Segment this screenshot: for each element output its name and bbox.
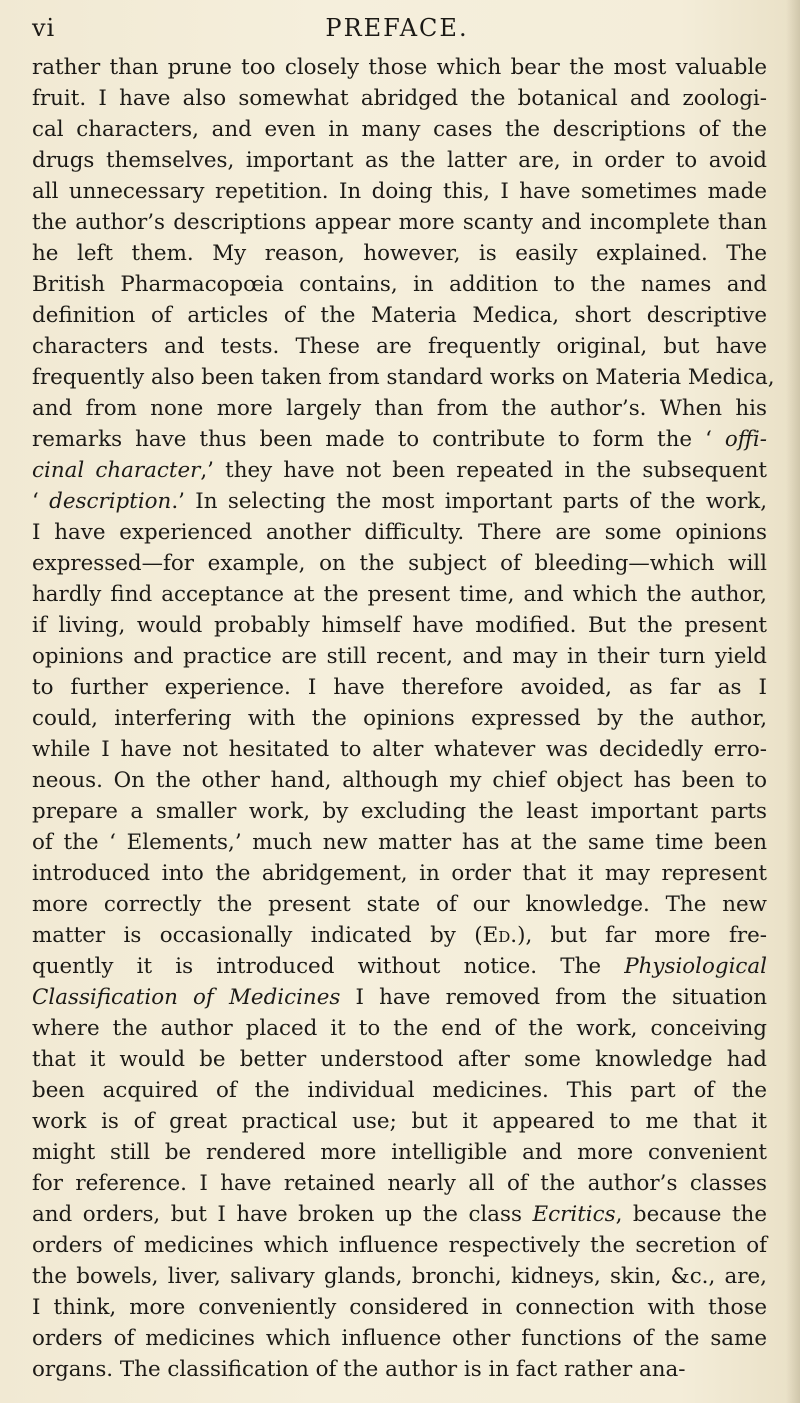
text-run: the author’s descriptions appear more scanty and incomplete than [32, 210, 767, 235]
text-line [32, 1323, 767, 1354]
text-line [32, 393, 767, 424]
text-line [32, 1013, 767, 1044]
text-line [32, 1106, 767, 1137]
page-edge-shadow [786, 0, 800, 1403]
text-run: all unnecessary repetition. In doing this, I have sometimes made [32, 179, 767, 204]
text-run: of the ‘ Elements,’ much new matter has at the same time been [32, 830, 767, 855]
small-caps-text: Ed. [482, 923, 518, 948]
text-line [32, 145, 767, 176]
text-run: expressed—for example, on the subject of bleeding—which will [32, 551, 767, 576]
italic-text: cinal character [32, 458, 201, 483]
text-line [32, 486, 767, 517]
text-run: fruit. I have also somewhat abridged the botanical and zoologi- [32, 86, 767, 111]
text-line [32, 610, 767, 641]
text-run: neous. On the other hand, although my chief object has been to [32, 768, 767, 793]
text-line [32, 176, 767, 207]
text-run: cal characters, and even in many cases the descriptions of the [32, 117, 767, 142]
text-line [32, 889, 767, 920]
text-run: orders of medicines which influence respectively the secretion of [32, 1233, 767, 1258]
text-line [32, 114, 767, 145]
text-line [32, 641, 767, 672]
text-run: ‘ [32, 489, 50, 514]
text-line [32, 207, 767, 238]
text-line [32, 362, 775, 393]
text-run: and orders, but I have broken up the class [32, 1202, 533, 1227]
italic-text: description [49, 489, 172, 514]
text-run: where the author placed it to the end of the work, conceiving [32, 1016, 767, 1041]
text-run: hardly find acceptance at the present time, and which the author, [32, 582, 767, 607]
text-run: remarks have thus been made to contribute to form the ‘ [32, 427, 725, 452]
text-line [32, 269, 767, 300]
text-line [32, 300, 767, 331]
running-head [32, 14, 762, 44]
text-run: he left them. My reason, however, is easily explained. The [32, 241, 767, 266]
text-line [32, 331, 767, 362]
text-line [32, 1137, 767, 1168]
text-run: to further experience. I have therefore avoided, as far as I [32, 675, 767, 700]
italic-text: Physiological [624, 954, 767, 979]
page-number: vi [32, 14, 56, 42]
text-line [32, 517, 767, 548]
text-run: I have experienced another difficulty. There are some opinions [32, 520, 767, 545]
text-line [32, 796, 767, 827]
text-run: might still be rendered more intelligible and more convenient [32, 1140, 767, 1165]
text-line [32, 827, 767, 858]
text-line [32, 1199, 767, 1230]
text-run: organs. The classification of the author is in fact rather ana- [32, 1357, 686, 1382]
text-line [32, 1168, 767, 1199]
text-run: could, interfering with the opinions expressed by the author, [32, 706, 767, 731]
text-line [32, 238, 767, 269]
text-line [32, 1292, 767, 1323]
text-run: ), but far more fre- [517, 923, 767, 948]
text-line [32, 52, 767, 83]
body-text [32, 52, 775, 1385]
text-line [32, 1230, 767, 1261]
text-line [32, 548, 767, 579]
text-line [32, 765, 767, 796]
text-line [32, 1354, 767, 1385]
text-run: and from none more largely than from the author’s. When his [32, 396, 767, 421]
text-line [32, 579, 767, 610]
text-run: definition of articles of the Materia Medica, short descriptive [32, 303, 767, 328]
text-run: frequently also been taken from standard works on Materia Medica, [32, 365, 775, 390]
text-run: quently it is introduced without notice. The [32, 954, 625, 979]
text-line [32, 83, 767, 114]
text-run: while I have not hesitated to alter whatever was decidedly erro- [32, 737, 767, 762]
text-run: matter is occasionally indicated by ( [32, 923, 483, 948]
text-run: for reference. I have retained nearly all of the author’s classes [32, 1171, 767, 1196]
text-run: , because the [615, 1202, 767, 1227]
text-line [32, 1044, 767, 1075]
running-title: PREFACE. [325, 14, 469, 42]
text-line [32, 455, 767, 486]
text-line [32, 424, 767, 455]
text-line [32, 703, 767, 734]
text-run: if living, would probably himself have modified. But the present [32, 613, 767, 638]
text-run: characters and tests. These are frequently original, but have [32, 334, 767, 359]
text-line [32, 1261, 767, 1292]
text-run: more correctly the present state of our knowledge. The new [32, 892, 767, 917]
text-run: .’ In selecting the most important parts of the work, [171, 489, 767, 514]
text-run: rather than prune too closely those which bear the most valuable [32, 55, 767, 80]
text-line [32, 951, 767, 982]
text-line [32, 920, 767, 951]
text-run: introduced into the abridgement, in order that it may represent [32, 861, 767, 886]
text-run: British Pharmacopœia contains, in addition to the names and [32, 272, 767, 297]
italic-text: offi- [724, 427, 767, 452]
text-run: I think, more conveniently considered in connection with those [32, 1295, 767, 1320]
text-run: work is of great practical use; but it appeared to me that it [32, 1109, 767, 1134]
text-line [32, 734, 767, 765]
text-line [32, 982, 767, 1013]
text-line [32, 1075, 767, 1106]
text-run: been acquired of the individual medicines. This part of the [32, 1078, 767, 1103]
text-run: prepare a smaller work, by excluding the least important parts [32, 799, 767, 824]
text-line [32, 672, 767, 703]
text-run: drugs themselves, important as the latter are, in order to avoid [32, 148, 767, 173]
text-run: ,’ they have not been repeated in the subsequent [200, 458, 767, 483]
italic-text: Ecritics [532, 1202, 616, 1227]
italic-text: Classification of Medicines [32, 985, 341, 1010]
text-run: the bowels, liver, salivary glands, bronchi, kidneys, skin, &c., are, [32, 1264, 767, 1289]
text-run: opinions and practice are still recent, and may in their turn yield [32, 644, 767, 669]
text-run: orders of medicines which influence other functions of the same [32, 1326, 767, 1351]
text-line [32, 858, 767, 889]
text-run: that it would be better understood after some knowledge had [32, 1047, 767, 1072]
text-run: I have removed from the situation [340, 985, 768, 1010]
